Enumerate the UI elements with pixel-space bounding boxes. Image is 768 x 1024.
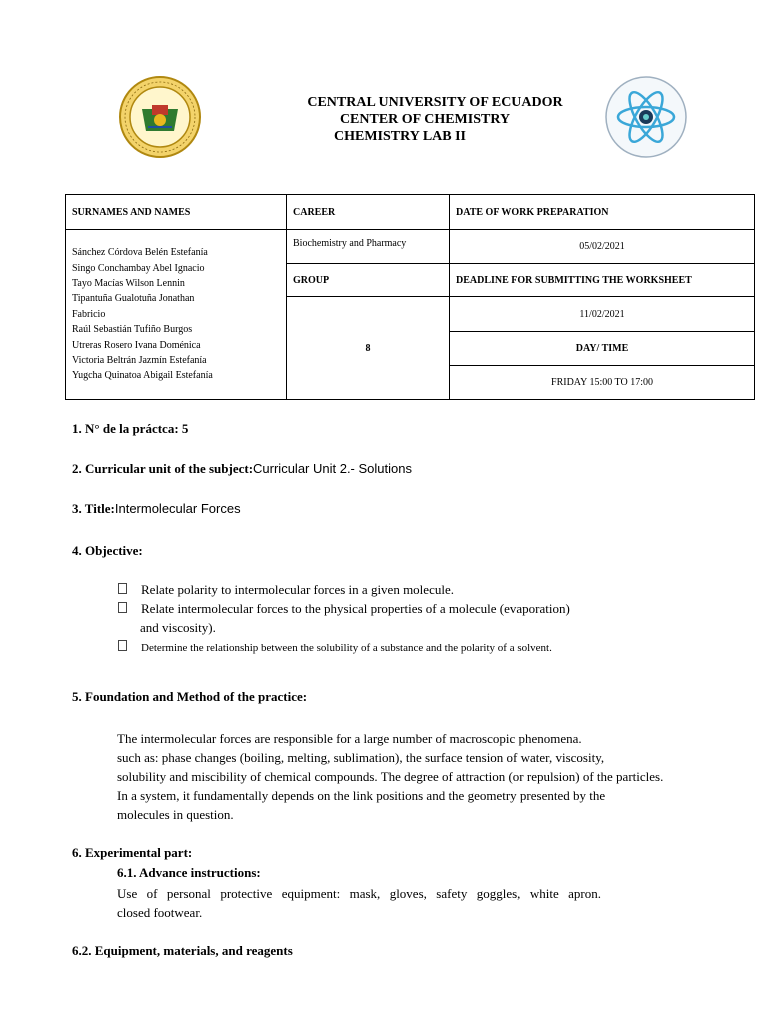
section-foundation: 5. Foundation and Method of the practice: — [72, 689, 308, 704]
day-time-value: FRIDAY 15:00 TO 17:00 — [450, 366, 755, 400]
header-surnames-and-names: SURNAMES AND NAMES — [66, 195, 287, 230]
document-header — [250, 94, 620, 145]
foundation-line: molecules in question. — [117, 807, 234, 822]
student-name: Tipantuña Gualotuña Jonathan — [72, 293, 195, 305]
advance-line: closed footwear. — [117, 905, 203, 920]
university-seal-logo — [118, 75, 202, 159]
student-name: Victoria Beltrán Jazmín Estefanía — [72, 355, 207, 367]
bullet-box-icon — [118, 602, 127, 613]
subsection-equipment: 6.2. Equipment, materials, and reagents — [72, 943, 293, 958]
career-value: Biochemistry and Pharmacy — [287, 230, 450, 264]
header-group: GROUP — [287, 264, 450, 297]
section-experimental-part: 6. Experimental part: — [72, 845, 193, 860]
section-objective: 4. Objective: — [72, 543, 143, 558]
lab-name: CHEMISTRY LAB II — [333, 129, 466, 144]
section-title — [72, 501, 241, 517]
student-name: Yugcha Quinatoa Abigail Estefanía — [72, 370, 213, 382]
university-name: CENTRAL UNIVERSITY OF ECUADOR — [307, 95, 563, 110]
header-day-time: DAY/ TIME — [450, 332, 755, 366]
bullet-box-icon — [118, 640, 127, 651]
header-career: CAREER — [287, 195, 450, 230]
center-name: CENTER OF CHEMISTRY — [339, 112, 511, 127]
foundation-line: The intermolecular forces are responsible for a large number of macroscopic phenomena. — [117, 731, 582, 746]
date-of-work-preparation-value: 05/02/2021 — [450, 230, 755, 264]
student-name: Singo Conchambay Abel Ignacio — [72, 262, 205, 274]
student-name: Raúl Sebastián Tufiño Burgos — [72, 324, 193, 336]
header-deadline: DEADLINE FOR SUBMITTING THE WORKSHEET — [450, 264, 755, 297]
objective-item: Relate intermolecular forces to the physical properties of a molecule (evaporation) — [118, 601, 570, 617]
objective-item: Relate polarity to intermolecular forces in a given molecule. — [118, 582, 454, 598]
header-date-of-work-preparation: DATE OF WORK PREPARATION — [450, 195, 755, 230]
student-name: Fabricio — [72, 308, 106, 320]
student-name: Utreras Rosero Ivana Doménica — [72, 339, 201, 351]
deadline-value: 11/02/2021 — [450, 297, 755, 332]
title-label: 3. Title: — [72, 501, 115, 516]
foundation-line: In a system, it fundamentally depends on the link positions and the geometry presented by the — [117, 788, 606, 803]
student-name: Sánchez Córdova Belén Estefanía — [72, 247, 208, 259]
objective-item-continuation: and viscosity). — [140, 620, 216, 635]
advance-instructions-paragraph — [117, 884, 601, 922]
names-cell — [66, 230, 287, 400]
advance-line: Use of personal protective equipment: mask, gloves, safety goggles, white apron. — [117, 886, 601, 901]
bullet-box-icon — [118, 583, 127, 594]
objective-item: Determine the relationship between the solubility of a substance and the polarity of a solvent. — [118, 640, 552, 654]
student-name: Tayo Macías Wilson Lennin — [72, 277, 185, 289]
foundation-line: solubility and miscibility of chemical compounds. The degree of attraction (or repulsion) of the particles. — [117, 769, 664, 784]
section-curricular-unit — [72, 461, 412, 477]
subsection-advance-instructions: 6.1. Advance instructions: — [117, 865, 261, 880]
title-value: Intermolecular Forces — [114, 501, 241, 516]
foundation-paragraph — [117, 729, 707, 824]
group-value: 8 — [287, 297, 450, 400]
foundation-line: such as: phase changes (boiling, melting, sublimation), the surface tension of water, viscosity, — [117, 750, 605, 765]
student-info-table — [65, 194, 755, 400]
section-practice-number: 1. N° de la práctca: 5 — [72, 421, 189, 436]
curricular-unit-label: 2. Curricular unit of the subject: — [72, 461, 254, 476]
curricular-unit-value: Curricular Unit 2.- Solutions — [253, 461, 412, 476]
